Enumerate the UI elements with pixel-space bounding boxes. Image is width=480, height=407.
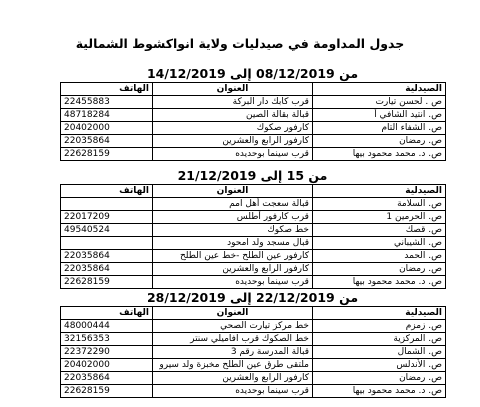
table-row bbox=[61, 224, 446, 237]
pharmacy-cell: ص. الشفاء التام bbox=[313, 122, 446, 135]
address-cell: كارفور الرابع والعشرين bbox=[153, 135, 313, 148]
date-range-heading: من 22/12/2019 إلى 28/12/2019 bbox=[146, 290, 359, 305]
phone-cell: 22628159 bbox=[61, 385, 153, 398]
pharmacy-cell: ص . لحسن تيارت bbox=[313, 96, 446, 109]
pharmacy-column-header: الصيدلية bbox=[313, 307, 446, 320]
pharmacy-cell: ص. الشيباني bbox=[313, 237, 446, 250]
schedule-section bbox=[60, 168, 445, 289]
table-row bbox=[61, 333, 446, 346]
phone-cell: 20402000 bbox=[61, 359, 153, 372]
address-cell: خط الصكوك قرب افاميلي سنتر bbox=[153, 333, 313, 346]
pharmacy-cell: ص. الحرمين 1 bbox=[313, 211, 446, 224]
phone-cell: 22017209 bbox=[61, 211, 153, 224]
address-cell: قرب كارفور أطلس bbox=[153, 211, 313, 224]
phone-cell: 49540524 bbox=[61, 224, 153, 237]
pharmacy-cell: ص. الشمال bbox=[313, 346, 446, 359]
phone-cell bbox=[61, 237, 153, 250]
schedule-table bbox=[60, 184, 446, 289]
pharmacy-cell: ص. المركزية bbox=[313, 333, 446, 346]
address-cell: خط مركز تيارت الصحي bbox=[153, 320, 313, 333]
address-cell: قرب سينما بوحديده bbox=[153, 148, 313, 161]
schedule-table bbox=[60, 82, 446, 161]
address-column-header: العنوان bbox=[153, 83, 313, 96]
schedule-section bbox=[60, 66, 445, 161]
address-column-header: العنوان bbox=[153, 307, 313, 320]
table-header-row bbox=[61, 307, 446, 320]
phone-cell bbox=[61, 198, 153, 211]
table-row bbox=[61, 250, 446, 263]
pharmacy-cell: ص. د. محمد محمود بيها bbox=[313, 385, 446, 398]
phone-cell: 20402000 bbox=[61, 122, 153, 135]
table-row bbox=[61, 276, 446, 289]
table-header-row bbox=[61, 83, 446, 96]
table-row bbox=[61, 135, 446, 148]
phone-cell: 48000444 bbox=[61, 320, 153, 333]
phone-cell: 22628159 bbox=[61, 276, 153, 289]
pharmacy-cell: ص. رمضان bbox=[313, 135, 446, 148]
phone-cell: 22035864 bbox=[61, 135, 153, 148]
address-cell: قرب سينما بوحديده bbox=[153, 276, 313, 289]
document-title: جدول المداومة في صيدليات ولاية انواكشوط الشمالية bbox=[75, 36, 405, 51]
table-row bbox=[61, 385, 446, 398]
phone-cell: 22455883 bbox=[61, 96, 153, 109]
pharmacy-cell: ص. رمضان bbox=[313, 263, 446, 276]
phone-cell: 22035864 bbox=[61, 372, 153, 385]
address-cell: قرب سينما بوحديده bbox=[153, 385, 313, 398]
table-row bbox=[61, 96, 446, 109]
address-cell: قبالة المدرسة رقم 3 bbox=[153, 346, 313, 359]
table-row bbox=[61, 122, 446, 135]
phone-column-header: الهاتف bbox=[61, 307, 153, 320]
pharmacy-cell: ص. قصك bbox=[313, 224, 446, 237]
phone-cell: 22035864 bbox=[61, 263, 153, 276]
address-cell: قبالة بقالة الصين bbox=[153, 109, 313, 122]
pharmacy-cell: ص. رمضان bbox=[313, 372, 446, 385]
phone-cell: 32156353 bbox=[61, 333, 153, 346]
table-header-row bbox=[61, 185, 446, 198]
pharmacy-column-header: الصيدلية bbox=[313, 185, 446, 198]
phone-cell: 22035864 bbox=[61, 250, 153, 263]
table-row bbox=[61, 346, 446, 359]
table-row bbox=[61, 320, 446, 333]
address-column-header: العنوان bbox=[153, 185, 313, 198]
date-range-heading: من 08/12/2019 إلى 14/12/2019 bbox=[146, 66, 359, 81]
address-cell: قبال مسجد ولد امحود bbox=[153, 237, 313, 250]
pharmacy-cell: ص. الأندلس bbox=[313, 359, 446, 372]
pharmacy-cell: ص. الحمد bbox=[313, 250, 446, 263]
schedule-section bbox=[60, 290, 445, 398]
address-cell: ملتقى طرق عين الطلح مخبزة ولد سيرو bbox=[153, 359, 313, 372]
schedule-table bbox=[60, 306, 446, 398]
date-range-heading: من 15 إلى 21/12/2019 bbox=[177, 168, 328, 183]
pharmacy-cell: ص. زمزم bbox=[313, 320, 446, 333]
table-row bbox=[61, 237, 446, 250]
phone-column-header: الهاتف bbox=[61, 83, 153, 96]
phone-cell: 48718284 bbox=[61, 109, 153, 122]
phone-cell: 22372290 bbox=[61, 346, 153, 359]
pharmacy-column-header: الصيدلية bbox=[313, 83, 446, 96]
pharmacy-cell: ص. انتيد الشافي أ bbox=[313, 109, 446, 122]
phone-cell: 22628159 bbox=[61, 148, 153, 161]
table-row bbox=[61, 148, 446, 161]
address-cell: كارفور الرابع والعشرين bbox=[153, 263, 313, 276]
phone-column-header: الهاتف bbox=[61, 185, 153, 198]
address-cell: قبالة سعجت أهل امم bbox=[153, 198, 313, 211]
address-cell: كارفور صكوك bbox=[153, 122, 313, 135]
pharmacy-cell: ص. السلامة bbox=[313, 198, 446, 211]
address-cell: كارفور الرابع والعشرين bbox=[153, 372, 313, 385]
address-cell: خط صكوك bbox=[153, 224, 313, 237]
table-row bbox=[61, 109, 446, 122]
table-row bbox=[61, 198, 446, 211]
table-row bbox=[61, 211, 446, 224]
pharmacy-cell: ص. د. محمد محمود بيها bbox=[313, 276, 446, 289]
address-cell: كارفور عين الطلح -خط عين الطلح bbox=[153, 250, 313, 263]
address-cell: قرب كابك دار البركة bbox=[153, 96, 313, 109]
pharmacy-cell: ص. د. محمد محمود بيها bbox=[313, 148, 446, 161]
table-row bbox=[61, 359, 446, 372]
table-row bbox=[61, 372, 446, 385]
table-row bbox=[61, 263, 446, 276]
